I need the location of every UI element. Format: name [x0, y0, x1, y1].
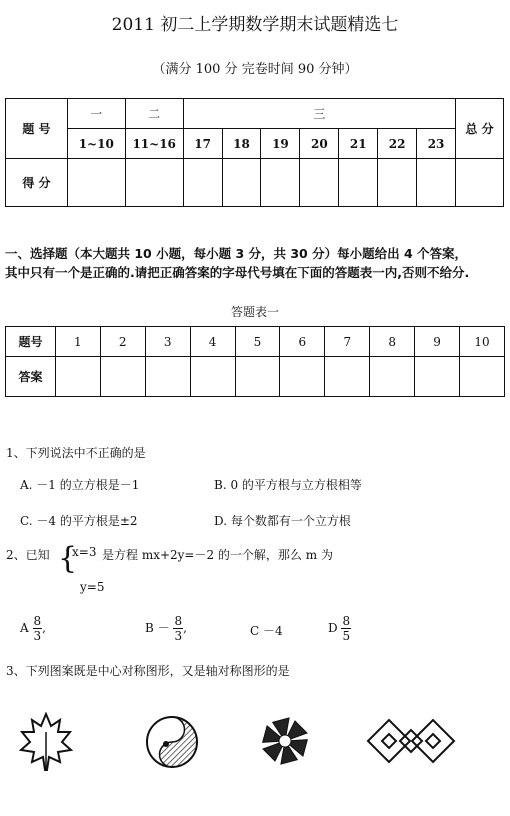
question-1-option-a[interactable]: A. －1 的立方根是－1	[20, 478, 140, 492]
system-equation-2: y=5	[80, 580, 105, 594]
answer-number: 5	[235, 327, 280, 357]
score-cell[interactable]	[222, 159, 261, 207]
range-two: 11~16	[125, 129, 183, 159]
answer-table	[5, 326, 505, 397]
diamond-chain-icon[interactable]	[366, 718, 456, 764]
question-3-stem: 3、下列图案既是中心对称图形，又是轴对称图形的是	[6, 664, 290, 678]
option-tail: ,	[183, 621, 187, 635]
question-2-stem-suffix: 是方程 mx+2y=－2 的一个解，那么 m 为	[102, 548, 333, 562]
score-row-label: 得 分	[6, 159, 68, 207]
score-cell[interactable]	[417, 159, 456, 207]
answer-table-caption: 答题表一	[230, 305, 279, 319]
question-col: 20	[300, 129, 339, 159]
question-col: 17	[183, 129, 222, 159]
answer-row-label: 题号	[6, 327, 56, 357]
answer-number: 8	[370, 327, 415, 357]
question-2-option-c[interactable]: C －4	[250, 624, 283, 638]
denominator: 3	[33, 629, 42, 643]
option-label: A	[20, 621, 29, 635]
question-1-option-b[interactable]: B. 0 的平方根与立方根相等	[214, 478, 362, 492]
question-1-stem: 1、下列说法中不正确的是	[6, 446, 146, 460]
page-subtitle: （满分 100 分 完卷时间 90 分钟）	[152, 62, 358, 77]
question-2-option-d[interactable]	[328, 614, 351, 643]
answer-cell[interactable]	[415, 357, 460, 397]
answer-cell[interactable]	[145, 357, 190, 397]
denominator: 5	[342, 629, 351, 643]
score-cell[interactable]	[125, 159, 183, 207]
total-header: 总 分	[456, 99, 504, 159]
score-cell[interactable]	[339, 159, 378, 207]
score-cell[interactable]	[300, 159, 339, 207]
question-col: 22	[378, 129, 417, 159]
brace-icon: {	[58, 541, 78, 576]
question-1-option-c[interactable]: C. －4 的平方根是±2	[20, 514, 138, 528]
answer-cell[interactable]	[190, 357, 235, 397]
answer-number: 10	[460, 327, 505, 357]
system-equation-1: x=3	[72, 545, 97, 559]
fraction	[341, 614, 351, 643]
fraction	[173, 614, 183, 643]
answer-number: 1	[55, 327, 100, 357]
answer-cell[interactable]	[280, 357, 325, 397]
section-one-instructions	[5, 244, 505, 282]
score-cell[interactable]	[261, 159, 300, 207]
question-col: 18	[222, 129, 261, 159]
answer-cell[interactable]	[235, 357, 280, 397]
answer-number: 2	[100, 327, 145, 357]
numerator: 8	[174, 614, 183, 628]
instruction-line: 其中只有一个是正确的.请把正确答案的字母代号填在下面的答题表一内,否则不给分.	[5, 265, 470, 280]
answer-number: 7	[325, 327, 370, 357]
answer-cell[interactable]	[55, 357, 100, 397]
denominator: 3	[174, 629, 183, 643]
answer-number: 6	[280, 327, 325, 357]
answer-number: 4	[190, 327, 235, 357]
numerator: 8	[342, 614, 351, 628]
question-2-option-b[interactable]	[145, 614, 187, 643]
question-2-option-a[interactable]	[20, 614, 46, 643]
fraction	[33, 614, 43, 643]
answer-cell[interactable]	[325, 357, 370, 397]
score-cell[interactable]	[378, 159, 417, 207]
question-2-stem-prefix: 2、已知	[6, 548, 50, 562]
question-1-option-d[interactable]: D. 每个数都有一个立方根	[214, 514, 351, 528]
option-tail: ,	[42, 621, 46, 635]
option-label: D	[328, 621, 338, 635]
answer-number: 9	[415, 327, 460, 357]
pinwheel-icon[interactable]	[258, 714, 312, 768]
question-col: 23	[417, 129, 456, 159]
answer-cell[interactable]	[460, 357, 505, 397]
score-table	[5, 98, 504, 207]
answer-cell[interactable]	[100, 357, 145, 397]
yin-yang-icon[interactable]	[144, 714, 200, 770]
score-cell[interactable]	[183, 159, 222, 207]
answer-cell[interactable]	[370, 357, 415, 397]
page-title: 2011 初二上学期数学期末试题精选七	[111, 15, 399, 35]
question-col: 19	[261, 129, 300, 159]
range-one: 1~10	[67, 129, 125, 159]
section-three-header: 三	[183, 99, 455, 129]
instruction-line: 一、选择题（本大题共 10 小题，每小题 3 分，共 30 分）每小题给出 4 个答案，	[5, 246, 468, 261]
numerator: 8	[33, 614, 42, 628]
question-col: 21	[339, 129, 378, 159]
score-cell[interactable]	[456, 159, 504, 207]
maple-leaf-icon[interactable]	[18, 712, 74, 774]
score-header-label: 题 号	[6, 99, 68, 159]
answer-number: 3	[145, 327, 190, 357]
answer-row-label: 答案	[6, 357, 56, 397]
section-one-header: 一	[67, 99, 125, 129]
score-cell[interactable]	[67, 159, 125, 207]
option-label: B －	[145, 621, 170, 635]
section-two-header: 二	[125, 99, 183, 129]
